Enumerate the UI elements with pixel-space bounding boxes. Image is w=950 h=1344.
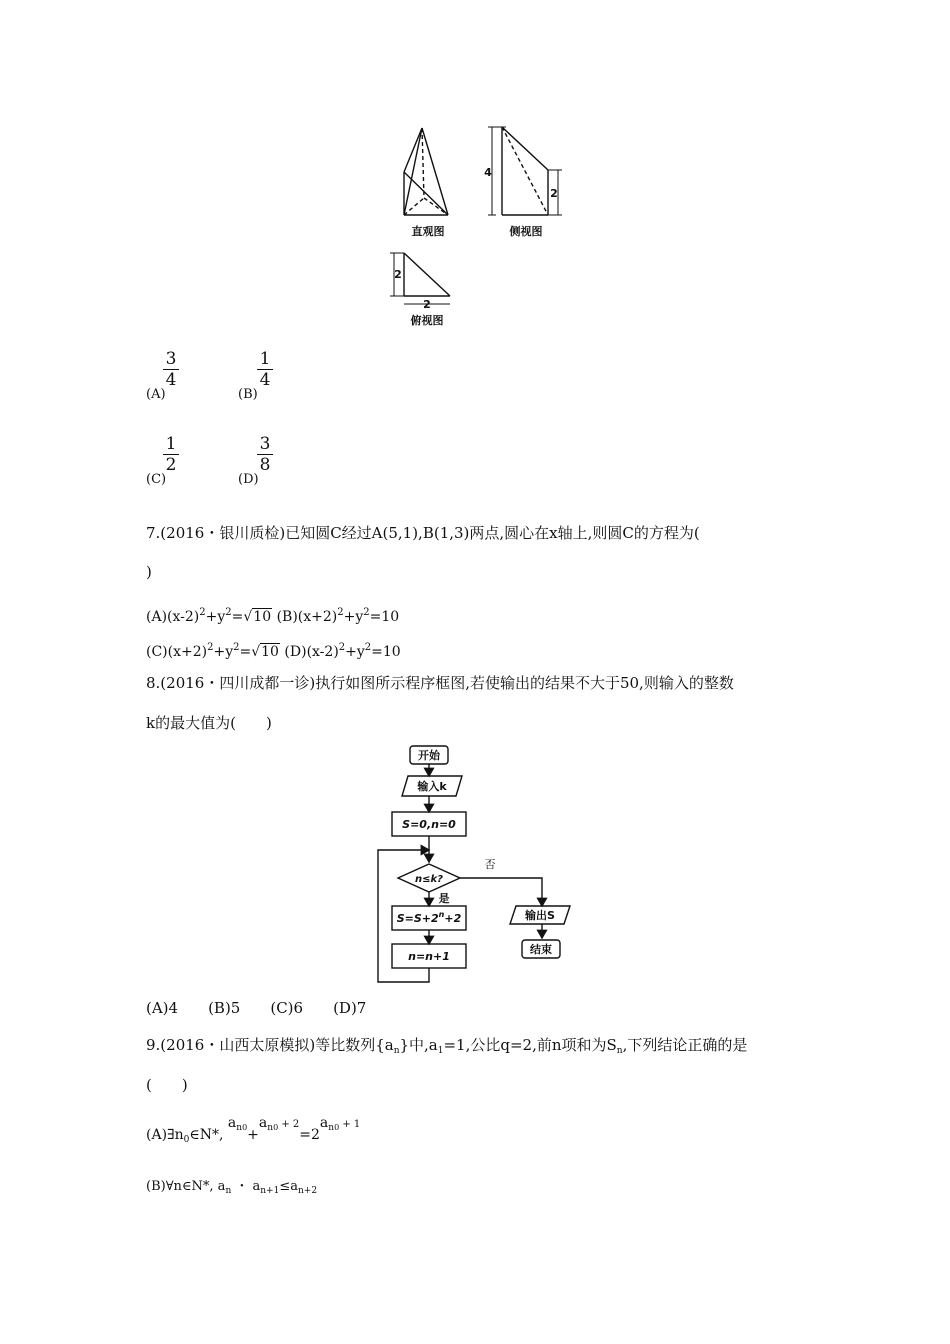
q7-opt-b-sq: 2 [337, 607, 344, 618]
q9-option-b [146, 1177, 317, 1201]
q7-opt-d-mid: +y [345, 644, 365, 660]
q9-a-plus: + [247, 1127, 259, 1143]
q7-opt-b: (B)(x+2) [272, 609, 338, 625]
q7-opt-b-end: =10 [369, 609, 400, 625]
q8-stem-line1: 8.(2016・四川成都一诊)执行如图所示程序框图,若使输出的结果不大于50,则输入的整数 [146, 674, 734, 692]
q7-opt-a-sq: 2 [199, 607, 206, 618]
q7-opt-c-root: 10 [261, 644, 279, 660]
q9-a-term3-add: + 1 [339, 1119, 361, 1130]
q7-stem-line2: ) [146, 563, 152, 581]
q6-c-num: 1 [165, 434, 177, 454]
q7-opt-b-sq2: 2 [363, 607, 370, 618]
flow-end-text: 结束 [530, 943, 552, 956]
q9-a-term1: a [227, 1115, 237, 1131]
q6-option-a-fraction [163, 350, 179, 389]
flow-output-text: 输出S [525, 909, 555, 922]
q7-opt-d-end: =10 [371, 644, 401, 660]
q9-a-term3-sub2: 0 [334, 1123, 340, 1132]
flow-yes-label: 是 [438, 892, 450, 905]
flow-update-s-text: $S=S+2^n+2$ [396, 910, 462, 925]
q7-opt-a-pre: (A)(x-2) [146, 609, 200, 625]
side-view-drawing [488, 127, 562, 215]
q9-a-sub0: 0 [183, 1135, 190, 1145]
q9-a-pre: (A)∃n [146, 1127, 184, 1143]
q6-d-num: 3 [259, 434, 271, 454]
q7-opt-c-mid: +y [213, 644, 234, 660]
q9-l1-sub-n: n [393, 1046, 400, 1056]
q9-l1-pre: 9.(2016・山西太原模拟)等比数列{a [146, 1036, 394, 1054]
side-view-label: 侧视图 [509, 225, 543, 238]
q9-a-term2-add: + 2 [278, 1119, 300, 1130]
q9-option-a [146, 1115, 361, 1150]
q9-a-term1-sub2: 0 [242, 1123, 248, 1132]
q9-l1-sub-n2: n [616, 1046, 623, 1056]
q9-stem-line1 [146, 1035, 747, 1061]
flow-input-text: 输入k [417, 780, 447, 793]
q7-opt-c-eq: = [239, 644, 252, 660]
q9-b-sub-n2: n+2 [297, 1186, 318, 1196]
q9-a-term3-sub: n [328, 1123, 335, 1133]
q6-a-den: 4 [165, 370, 177, 390]
q6-c-den: 2 [165, 455, 177, 475]
q7-opt-a-sq2: 2 [225, 607, 232, 618]
q8-flowchart [370, 740, 590, 990]
q6-option-b-fraction [257, 350, 273, 389]
q8-stem-line2: k的最大值为( ) [146, 714, 272, 732]
q7-opt-b-mid: +y [343, 609, 364, 625]
q9-l1-end: ,下列结论正确的是 [622, 1036, 748, 1054]
q7-opt-c-sq2: 2 [233, 642, 240, 653]
dim-top-width: 2 [423, 298, 431, 311]
q7-opt-d-sq: 2 [338, 642, 346, 653]
q6-option-d-label: (D) [238, 472, 259, 487]
three-view-figure [380, 118, 580, 333]
q7-opt-c-pre: (C)(x+2) [146, 644, 208, 660]
q7-options-ab: $(A)(x-2)^2+y^2=√10$ $(B)(x+2)^2+y^2=10$ [146, 607, 400, 625]
q7-opt-a-eq: = [231, 609, 244, 625]
front-view-label: 直观图 [411, 225, 445, 238]
q6-b-num: 1 [259, 349, 271, 369]
top-view-label: 俯视图 [410, 314, 444, 327]
flow-start-text: 开始 [418, 749, 440, 762]
q9-a-eq: =2 [299, 1127, 320, 1143]
q7-opt-c-sq: 2 [207, 642, 214, 653]
q9-l1-sub-1: 1 [437, 1046, 444, 1056]
q9-l1-mid2: =1,公比q=2,前n项和为S [443, 1036, 617, 1054]
q9-a-term2-sub: n [267, 1123, 274, 1133]
q7-opt-d: (D)(x-2) [279, 644, 339, 660]
dim-top-height: 2 [394, 268, 402, 281]
q7-stem-line1: 7.(2016・银川质检)已知圆C经过A(5,1),B(1,3)两点,圆心在x轴上,则圆C的方程为( [146, 524, 700, 542]
q6-a-num: 3 [165, 349, 177, 369]
q9-a-term3: a [319, 1115, 329, 1131]
q9-b-pre: (B)∀n∈N*, a [146, 1179, 226, 1194]
flow-no-label: 否 [484, 858, 496, 871]
q9-b-sub-n1: n+1 [260, 1186, 280, 1196]
q8-options: (A)4 (B)5 (C)6 (D)7 [146, 999, 367, 1017]
q9-b-sub-n: n [225, 1186, 232, 1196]
q9-b-le: ≤a [279, 1179, 298, 1194]
flow-cond-text: n≤k? [415, 874, 443, 885]
q9-a-term2: a [258, 1115, 268, 1131]
q7-opt-d-sq2: 2 [364, 642, 372, 653]
q9-a-mid: ∈N*, [189, 1127, 224, 1143]
q6-option-c-label: (C) [146, 472, 167, 487]
q7-opt-a-mid: +y [205, 609, 226, 625]
q6-d-den: 8 [259, 455, 271, 475]
q9-a-term2-sub2: 0 [273, 1123, 279, 1132]
dim-side-big: 4 [484, 166, 492, 179]
q6-option-c-fraction [163, 435, 179, 474]
q6-option-a-label: (A) [146, 387, 166, 402]
q9-b-mid: ・ a [231, 1179, 261, 1194]
q6-option-d-fraction [257, 435, 273, 474]
q6-b-den: 4 [259, 370, 271, 390]
flow-init-text: S=0,n=0 [402, 818, 456, 831]
q9-stem-line2: ( ) [146, 1076, 188, 1094]
q7-opt-a-root: 10 [253, 609, 272, 625]
q9-a-term1-sub: n [236, 1123, 243, 1133]
flow-update-n-text: n=n+1 [408, 950, 450, 963]
dim-side-small: 2 [550, 187, 558, 200]
q9-l1-mid: }中,a [399, 1036, 438, 1054]
q6-option-b-label: (B) [238, 387, 258, 402]
front-view-drawing [404, 128, 448, 215]
q7-options-cd: $(C)(x+2)^2+y^2=√10$ $(D)(x-2)^2+y^2=10$ [146, 642, 401, 660]
